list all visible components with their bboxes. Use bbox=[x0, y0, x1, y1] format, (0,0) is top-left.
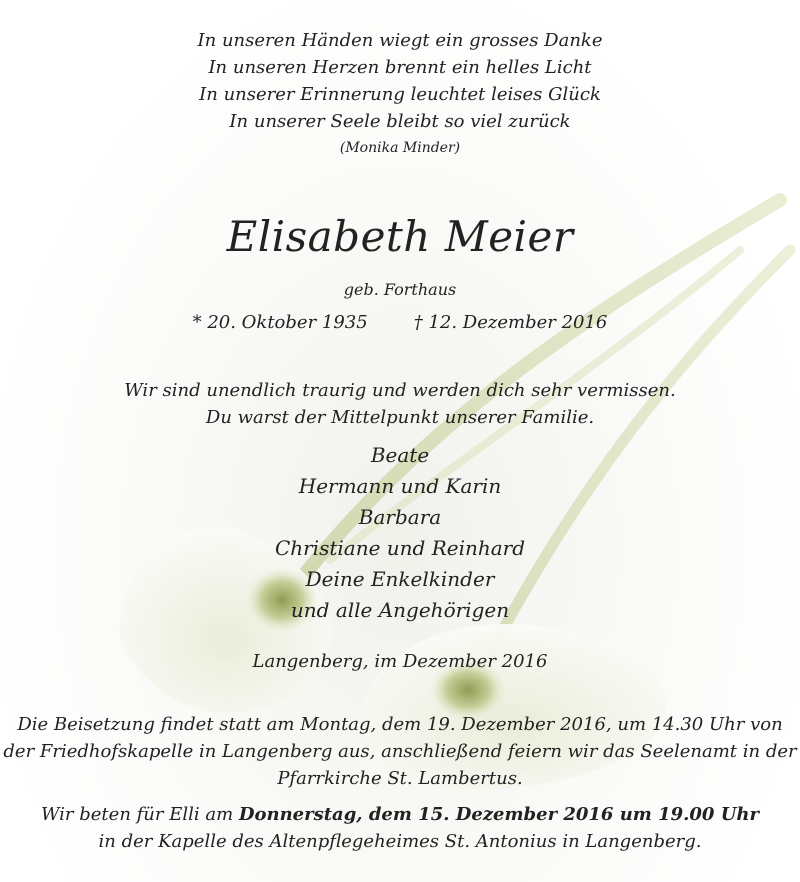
poem-line-2: In unseren Herzen brennt ein helles Licht bbox=[208, 57, 592, 78]
family-member-4: Christiane und Reinhard bbox=[274, 536, 526, 560]
family-member-6: und alle Angehörigen bbox=[290, 598, 510, 622]
family-member-3: Barbara bbox=[358, 505, 442, 529]
family-member-2: Hermann und Karin bbox=[298, 474, 502, 498]
message-line-2: Du warst der Mittelpunkt unserer Familie. bbox=[205, 407, 595, 428]
funeral-info-line-3: Pfarrkirche St. Lambertus. bbox=[277, 768, 523, 789]
death-date: † 12. Dezember 2016 bbox=[413, 312, 608, 333]
prayer-line-2: in der Kapelle des Altenpflegeheimes St. Antonius in Langenberg. bbox=[98, 831, 702, 852]
birth-name: geb. Forthaus bbox=[343, 280, 457, 299]
poem-line-3: In unserer Erinnerung leuchtet leises Glück bbox=[199, 84, 601, 105]
funeral-info-line-2: der Friedhofskapelle in Langenberg aus, anschließend feiern wir das Seelenamt in der bbox=[3, 741, 797, 762]
prayer-date-time: Donnerstag, dem 15. Dezember 2016 um 19.00 Uhr bbox=[238, 804, 759, 825]
poem-author: (Monika Minder) bbox=[339, 140, 461, 156]
place-date: Langenberg, im Dezember 2016 bbox=[252, 651, 548, 672]
prayer-line-1 bbox=[0, 804, 800, 825]
poem-line-1: In unseren Händen wiegt ein grosses Danke bbox=[197, 30, 603, 51]
message-line-1: Wir sind unendlich traurig und werden dich sehr vermissen. bbox=[124, 380, 676, 401]
family-member-1: Beate bbox=[370, 443, 430, 467]
funeral-info-line-1: Die Beisetzung findet statt am Montag, dem 19. Dezember 2016, um 14.30 Uhr von bbox=[17, 714, 783, 735]
deceased-name: Elisabeth Meier bbox=[226, 212, 574, 261]
prayer-prefix: Wir beten für Elli am bbox=[40, 804, 239, 825]
family-member-5: Deine Enkelkinder bbox=[305, 567, 495, 591]
poem-line-4: In unserer Seele bleibt so viel zurück bbox=[229, 111, 571, 132]
life-dates bbox=[0, 312, 800, 333]
birth-date: * 20. Oktober 1935 bbox=[192, 312, 368, 333]
